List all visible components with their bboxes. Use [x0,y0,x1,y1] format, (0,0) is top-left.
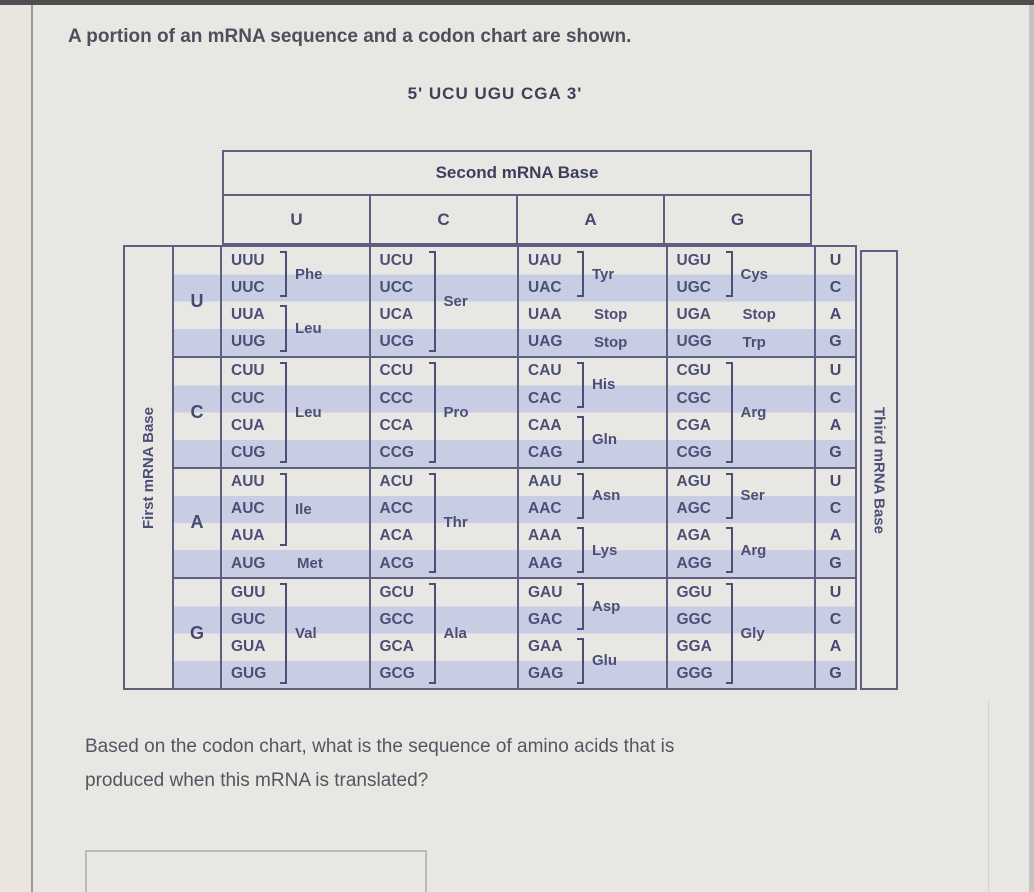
codon-group [528,579,664,633]
codon-list [528,469,575,523]
codon: CUC [231,389,265,407]
codon-group [677,247,813,301]
amino-acid-label: Phe [295,265,323,283]
mrna-sequence: 5' UCU UGU CGA 3' [407,84,583,103]
codon: ACC [379,500,414,518]
codon-group [528,358,664,412]
page-fold-line [988,700,989,892]
amino-acid-label: Gln [592,430,617,448]
codon-list [231,358,278,467]
amino-acid-label: Leu [295,403,322,421]
amino-acid-label: Ile [295,500,312,518]
codon-cell [220,469,369,578]
codon-group [528,469,664,523]
codon: CGU [676,362,711,380]
codon: GAU [528,583,563,601]
codon-group [528,329,664,356]
codon-group [528,301,664,328]
codon-cell [220,358,369,467]
second-base-letter: C [369,196,516,243]
codon: GCA [379,638,414,656]
codon: AUA [231,527,265,545]
answer-input[interactable] [85,850,427,892]
question-line-2: produced when this mRNA is translated? [85,770,429,791]
codon-group [231,301,367,355]
third-base-letters [814,358,855,467]
codon-group [677,301,813,328]
third-base-letters [814,247,855,356]
amino-acid-label: Ser [740,487,765,505]
codon: AAU [528,473,562,491]
amino-acid-label: Lys [592,541,618,559]
codon: AUU [231,473,265,491]
codon: UAU [528,251,562,269]
third-base-letter: G [829,333,842,351]
codon: AGU [676,473,711,491]
codon: UCC [379,278,414,296]
codon: UCA [379,305,414,323]
codon-group [528,523,664,577]
codon-list [528,634,575,688]
bracket-shape [577,362,584,408]
amino-acid-label: Asn [592,487,621,505]
bracket-shape [577,416,584,462]
bracket-shape [726,527,733,573]
codon: UCG [379,333,414,351]
codon-group [231,247,367,301]
codon-group [231,469,367,551]
first-base-header: First mRNA Base [140,406,157,529]
amino-acid-label: Glu [592,652,617,670]
codon: UGC [676,278,711,296]
bracket-shape [577,473,584,519]
amino-acid-label: Met [297,555,323,573]
amino-acid-label: Stop [594,306,628,324]
third-base-header-column [860,250,898,690]
codon-list [231,469,278,551]
amino-acid-label: Pro [443,403,469,421]
first-base-header-column [125,247,174,688]
codon-cell [220,247,369,356]
codon-list [677,358,724,467]
codon-table [123,245,857,690]
codon: ACG [379,554,414,572]
codon: AGA [676,527,711,545]
codon-list [380,579,427,688]
third-base-letter: A [829,527,842,545]
codon-list [677,301,724,328]
codon: UGU [676,251,711,269]
page-left-margin [0,5,33,892]
amino-acid-label: Ser [443,292,468,310]
codon-list [528,412,575,466]
window-top-edge [0,0,1034,5]
codon: AGG [676,554,712,572]
codon-group [528,247,664,301]
codon: CCU [379,362,414,380]
codon: GGG [676,665,713,683]
codon: CUA [231,416,265,434]
codon-cell [666,579,815,688]
codon-rows [174,247,855,688]
third-base-letter: G [829,554,842,572]
bracket-shape [726,473,733,519]
codon-list [231,301,278,355]
codon: UGA [676,305,711,323]
codon-list [528,247,575,301]
codon-group [677,469,813,523]
codon-group [677,579,813,688]
codon-list [380,358,427,467]
second-base-header: Second mRNA Base [222,150,812,196]
codon-table-row [174,247,855,356]
codon: GCG [379,665,415,683]
bracket-shape [429,473,436,574]
codon: GAC [528,611,563,629]
codon-group [380,247,516,356]
codon: GGA [676,638,712,656]
third-base-letter: A [829,638,842,656]
third-base-letter: C [829,278,842,296]
codon-cell [517,247,666,356]
codon-group [380,358,516,467]
bracket-shape [280,362,287,463]
codon-list [528,329,575,356]
codon-cell [666,247,815,356]
codon: GGC [676,611,712,629]
bracket-shape [280,583,287,684]
amino-acid-label: His [592,376,616,394]
codon: CGG [676,443,712,461]
codon: UAC [528,278,562,296]
codon-cell [369,247,518,356]
codon-group [677,523,813,577]
codon: CCC [379,389,414,407]
codon-group [677,329,813,356]
third-base-header: Third mRNA Base [870,406,888,534]
codon: GCC [379,611,414,629]
amino-acid-label: Gly [740,625,765,643]
codon-group [677,358,813,467]
second-base-letters [222,194,812,245]
codon-cell [369,579,518,688]
codon-cell [369,469,518,578]
codon: UUU [231,251,265,269]
third-base-letter: U [829,583,842,601]
amino-acid-label: Tyr [592,265,615,283]
amino-acid-label: Trp [742,333,766,351]
codon: GUC [231,611,266,629]
codon: AUG [231,554,266,572]
codon-list [528,579,575,633]
codon: GAG [528,665,564,683]
amino-acid-label: Cys [740,265,769,283]
codon: UUA [231,305,265,323]
question-text [85,730,885,798]
codon: GAA [528,638,563,656]
codon-list [677,523,724,577]
bracket-shape [577,638,584,684]
codon: CAG [528,443,563,461]
third-base-letter: C [829,500,842,518]
codon-table-row [174,467,855,578]
codon: CUU [231,362,265,380]
codon: ACA [379,527,414,545]
amino-acid-label: Thr [443,514,468,532]
bracket-shape [726,583,733,684]
bracket-shape [726,251,733,297]
bracket-shape [429,362,436,463]
codon-cell [666,469,815,578]
bracket-shape [429,251,436,352]
amino-acid-label: Stop [742,306,776,324]
page-right-edge [1029,5,1034,892]
codon-list [677,247,724,301]
question-intro-text: A portion of an mRNA sequence and a codon chart are shown. [68,26,632,47]
third-base-letter: U [829,251,842,269]
codon-list [231,247,278,301]
codon: AAC [528,500,562,518]
codon-cell [517,579,666,688]
amino-acid-label: Ala [443,625,467,643]
first-base-letter: G [174,579,220,688]
codon-list [528,301,575,328]
codon: UGG [676,333,712,351]
codon-group [380,469,516,578]
codon: GUG [231,665,267,683]
third-base-letters [814,469,855,578]
third-base-letter: C [829,389,842,407]
codon: UUG [231,333,266,351]
codon-cell [517,469,666,578]
codon-table-row [174,577,855,688]
codon-list [380,469,427,578]
amino-acid-label: Val [295,625,317,643]
codon: ACU [379,473,414,491]
codon-list [677,329,724,356]
bracket-shape [280,305,287,351]
codon: GGU [676,583,712,601]
codon: CAC [528,389,562,407]
amino-acid-label: Asp [592,597,621,615]
codon-list [380,247,427,356]
amino-acid-label: Leu [295,320,322,338]
codon-group [231,579,367,688]
first-base-letter: C [174,358,220,467]
first-base-letter: A [174,469,220,578]
codon-list [528,523,575,577]
codon: CAA [528,416,562,434]
bracket-shape [577,583,584,629]
amino-acid-label: Arg [740,541,767,559]
bracket-shape [429,583,436,684]
second-base-letter: G [663,196,810,243]
bracket-shape [577,251,584,297]
third-base-letter: G [829,665,842,683]
bracket-shape [726,362,733,463]
third-base-letter: A [829,305,842,323]
codon: UCU [379,251,414,269]
codon: GUU [231,583,266,601]
third-base-letter: U [829,362,842,380]
codon: AUC [231,500,265,518]
codon: CAU [528,362,562,380]
codon-group [231,358,367,467]
third-base-letters [814,579,855,688]
amino-acid-label: Stop [594,333,628,351]
codon: AAA [528,527,562,545]
codon: GCU [379,583,414,601]
codon: AGC [676,500,711,518]
codon-group [528,412,664,466]
codon: CGC [676,389,711,407]
codon-list [528,358,575,412]
codon-table-row [174,356,855,467]
codon: UAA [528,305,562,323]
codon-list [677,579,724,688]
codon-cell [369,358,518,467]
codon: GUA [231,638,266,656]
codon-cell [666,358,815,467]
third-base-letter: G [829,443,842,461]
bracket-shape [280,473,287,547]
question-line-1: Based on the codon chart, what is the sequence of amino acids that is [85,736,675,757]
codon-group [528,634,664,688]
first-base-letter: U [174,247,220,356]
amino-acid-label: Arg [740,403,767,421]
codon-cell [220,579,369,688]
codon-group [231,550,367,577]
second-base-letter: U [290,209,303,229]
codon: AAG [528,554,563,572]
codon-list [231,550,278,577]
bracket-shape [577,527,584,573]
third-base-letter: U [829,473,842,491]
codon-cell [517,358,666,467]
third-base-letter: C [829,611,842,629]
second-base-letter: A [516,196,663,243]
bracket-shape [280,251,287,297]
codon: CUG [231,443,266,461]
codon-list [677,469,724,523]
codon: CGA [676,416,711,434]
codon: UUC [231,278,265,296]
codon: CCG [379,443,414,461]
codon: UAG [528,333,563,351]
codon: CCA [379,416,414,434]
codon-group [380,579,516,688]
third-base-letter: A [829,416,842,434]
codon-list [231,579,278,688]
